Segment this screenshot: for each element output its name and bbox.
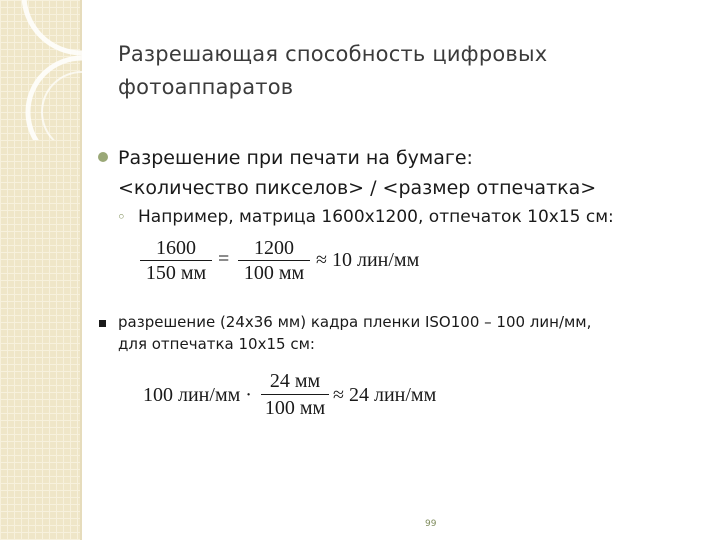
bullet2-line-2: для отпечатка 10х15 см: — [118, 335, 315, 353]
formula2-left-term: 100 лин/мм · — [143, 384, 252, 406]
formula2-result: ≈ 24 лин/мм — [333, 384, 437, 406]
page-number: 99 — [425, 519, 437, 529]
formula2-denominator: 100 мм — [264, 397, 326, 419]
formula1-frac1-denominator: 150 мм — [145, 262, 207, 284]
bullet1-line-1: Разрешение при печати на бумаге: — [118, 147, 473, 169]
bullet-film-resolution — [118, 311, 678, 355]
formula1-fraction-2 — [238, 236, 310, 285]
formula1-frac2-numerator: 1200 — [254, 237, 294, 259]
title-line-1: Разрешающая способность цифровых — [118, 42, 548, 66]
bullet2-line-1: разрешение (24х36 мм) кадра пленки ISO100 – 100 лин/мм, — [118, 313, 592, 331]
bullet1-line-2: <количество пикселов> / <размер отпечатка> — [118, 177, 597, 199]
formula1-frac2-denominator: 100 мм — [243, 262, 305, 284]
formula1-fraction-1 — [140, 236, 212, 285]
sub-bullet-example: Например, матрица 1600х1200, отпечаток 10х15 см: — [138, 207, 614, 227]
bullet-print-resolution — [118, 143, 678, 203]
formula-film-resolution — [143, 368, 473, 428]
slide-title — [118, 38, 638, 104]
bullet-dot-icon — [98, 152, 108, 162]
formula2-numerator: 24 мм — [269, 370, 321, 392]
formula1-frac1-numerator: 1600 — [156, 237, 196, 259]
bullet-square-icon — [99, 320, 106, 327]
formula1-result: ≈ 10 лин/мм — [316, 249, 420, 271]
formula-pixels-per-mm — [140, 236, 440, 296]
sub-bullet-circle-icon: ◦ — [117, 208, 126, 226]
formula2-fraction — [261, 368, 329, 421]
title-line-2: фотоаппаратов — [118, 75, 294, 99]
formula1-equals: = — [218, 248, 230, 270]
decorative-circles — [0, 0, 90, 140]
